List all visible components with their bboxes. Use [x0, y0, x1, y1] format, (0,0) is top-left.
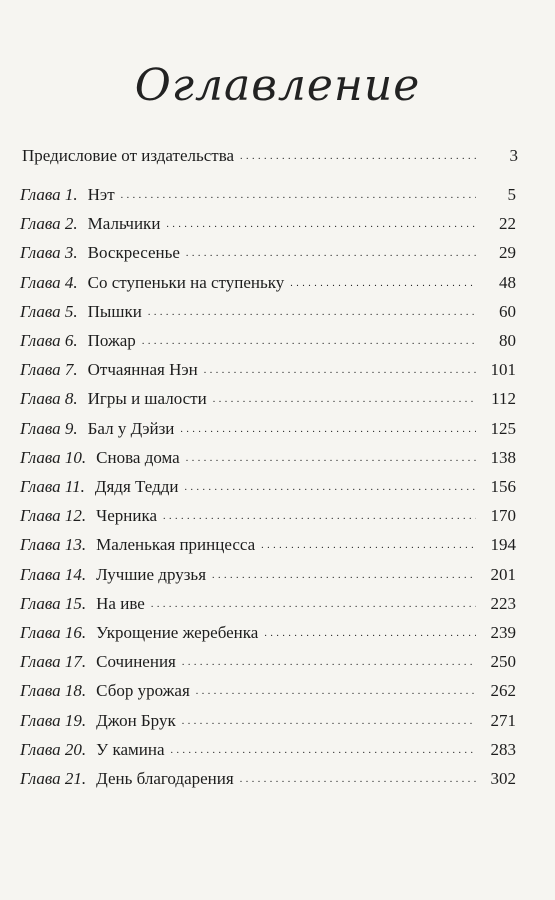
dot-leader: [171, 735, 477, 764]
dot-leader: [163, 501, 476, 530]
toc-page-number: 302: [490, 769, 516, 788]
dot-leader: [290, 268, 476, 297]
toc-entry-chapter: [20, 620, 516, 646]
dot-leader: [166, 209, 476, 238]
chapter-label: Глава 16.: [20, 623, 87, 642]
chapter-label: Глава 17.: [20, 652, 87, 672]
toc-entry-title: Пышки: [87, 301, 142, 321]
toc-entry-chapter: [20, 270, 516, 296]
toc-page-number: 138: [490, 447, 516, 467]
dot-leader: [186, 443, 476, 472]
dot-leader: [182, 706, 476, 735]
toc-entry-chapter: [20, 737, 516, 763]
toc-entry-title: На иве: [96, 593, 145, 613]
toc-entry-chapter: [20, 562, 516, 588]
toc-entry-title: Джон Брук: [96, 710, 176, 730]
toc-entry-title: Бал у Дэйзи: [87, 418, 175, 438]
chapter-label: Глава 7.: [20, 360, 78, 380]
toc-entry-chapter: [20, 211, 516, 237]
toc-entry-chapter: [20, 678, 516, 704]
toc-entry-title: У камина: [96, 739, 165, 759]
toc-entry-chapter: [20, 328, 516, 354]
chapter-label: Глава 9.: [20, 418, 78, 438]
dot-leader: [212, 560, 476, 589]
toc-page-number: 271: [490, 710, 516, 730]
toc-entry-title: Дядя Тедди: [94, 477, 179, 496]
toc-page-number: 239: [490, 623, 516, 642]
toc-page-number: 170: [490, 506, 516, 526]
dot-leader: [182, 647, 476, 676]
toc-entry-title: Сбор урожая: [96, 681, 190, 701]
chapter-label: Глава 18.: [20, 681, 87, 701]
toc-entry-chapter: [20, 503, 516, 529]
toc-page-number: 60: [499, 301, 516, 321]
dot-leader: [240, 764, 476, 793]
toc-page-number: 250: [490, 652, 516, 672]
chapter-label: Глава 10.: [20, 447, 87, 467]
toc-entry-chapter: [20, 474, 516, 500]
chapter-label: Глава 2.: [20, 214, 78, 234]
chapter-label: Глава 11.: [20, 477, 85, 496]
toc-entry-chapter: [20, 182, 516, 208]
toc-page-number: 29: [499, 243, 516, 263]
dot-leader: [240, 141, 478, 170]
dot-leader: [184, 472, 476, 501]
toc-entry-title: Мальчики: [87, 214, 161, 234]
dot-leader: [261, 530, 476, 559]
dot-leader: [142, 326, 476, 355]
toc-entry-title: Игры и шалости: [87, 389, 207, 409]
toc-entry-chapter: [20, 766, 516, 792]
toc-entry-title: Сочинения: [96, 652, 176, 672]
chapter-label: Глава 4.: [20, 272, 78, 292]
toc-page-number: 156: [490, 477, 516, 496]
chapter-label: Глава 8.: [20, 389, 78, 409]
chapter-label: Глава 21.: [20, 769, 87, 788]
dot-leader: [186, 238, 476, 267]
chapter-label: Глава 14.: [20, 564, 87, 584]
toc-page-number: 5: [507, 185, 516, 204]
chapter-label: Глава 12.: [20, 506, 87, 526]
toc-entry-chapter: [20, 357, 516, 383]
toc-page-number: 223: [490, 593, 516, 613]
toc-entry-chapter: [20, 386, 516, 412]
dot-leader: [204, 355, 476, 384]
toc-entry-chapter: [20, 240, 516, 266]
chapter-label: Глава 20.: [20, 739, 87, 759]
dot-leader: [121, 180, 476, 209]
dot-leader: [180, 414, 476, 443]
toc-page-number: 101: [490, 360, 516, 380]
toc-page-number: 22: [499, 214, 516, 234]
toc-entry-chapter: [20, 532, 516, 558]
toc-page-number: 283: [490, 739, 516, 759]
toc-entry-title: Отчаянная Нэн: [87, 360, 198, 380]
chapter-label: Глава 13.: [20, 535, 87, 555]
toc-entry-title: Черника: [96, 506, 157, 526]
chapter-label: Глава 3.: [20, 243, 78, 263]
toc-entry-title: Воскресенье: [87, 243, 180, 263]
toc-page-number: 112: [491, 389, 516, 409]
toc-page-number: 262: [490, 681, 516, 701]
toc-entry-title: Укрощение жеребенка: [96, 623, 259, 642]
toc-entry-chapter: [20, 445, 516, 471]
toc-entry-title: Нэт: [87, 185, 115, 204]
chapter-label: Глава 1.: [20, 185, 78, 204]
toc-page-number: 194: [490, 535, 516, 555]
toc-entry-chapter: [20, 299, 516, 325]
toc-entry-title: Лучшие друзья: [96, 564, 207, 584]
dot-leader: [213, 384, 476, 413]
toc-page-number: 3: [509, 146, 518, 165]
toc-entry-chapter: [20, 708, 516, 734]
toc-entry-title: Предисловие от издательства: [22, 146, 235, 165]
dot-leader: [148, 297, 476, 326]
dot-leader: [196, 676, 476, 705]
chapter-label: Глава 15.: [20, 593, 87, 613]
toc-page-number: 201: [490, 564, 516, 584]
page-title: Оглавление: [134, 60, 421, 111]
chapter-label: Глава 19.: [20, 710, 87, 730]
toc-entry-preface: [22, 143, 518, 169]
toc-entry-chapter: [20, 591, 516, 617]
toc-page-number: 48: [499, 272, 516, 292]
toc-entry-chapter: [20, 649, 516, 675]
toc-entry-title: Маленькая принцесса: [96, 535, 256, 555]
chapter-label: Глава 6.: [20, 331, 78, 350]
toc-entry-title: Снова дома: [96, 447, 180, 467]
dot-leader: [264, 618, 476, 647]
toc-page-number: 125: [490, 418, 516, 438]
chapter-label: Глава 5.: [20, 301, 78, 321]
dot-leader: [151, 589, 476, 618]
toc-entry-title: День благодарения: [96, 769, 234, 788]
toc-page-number: 80: [499, 331, 516, 350]
toc-entry-title: Со ступеньки на ступеньку: [87, 272, 285, 292]
toc-entry-title: Пожар: [87, 331, 136, 350]
toc-entry-chapter: [20, 416, 516, 442]
